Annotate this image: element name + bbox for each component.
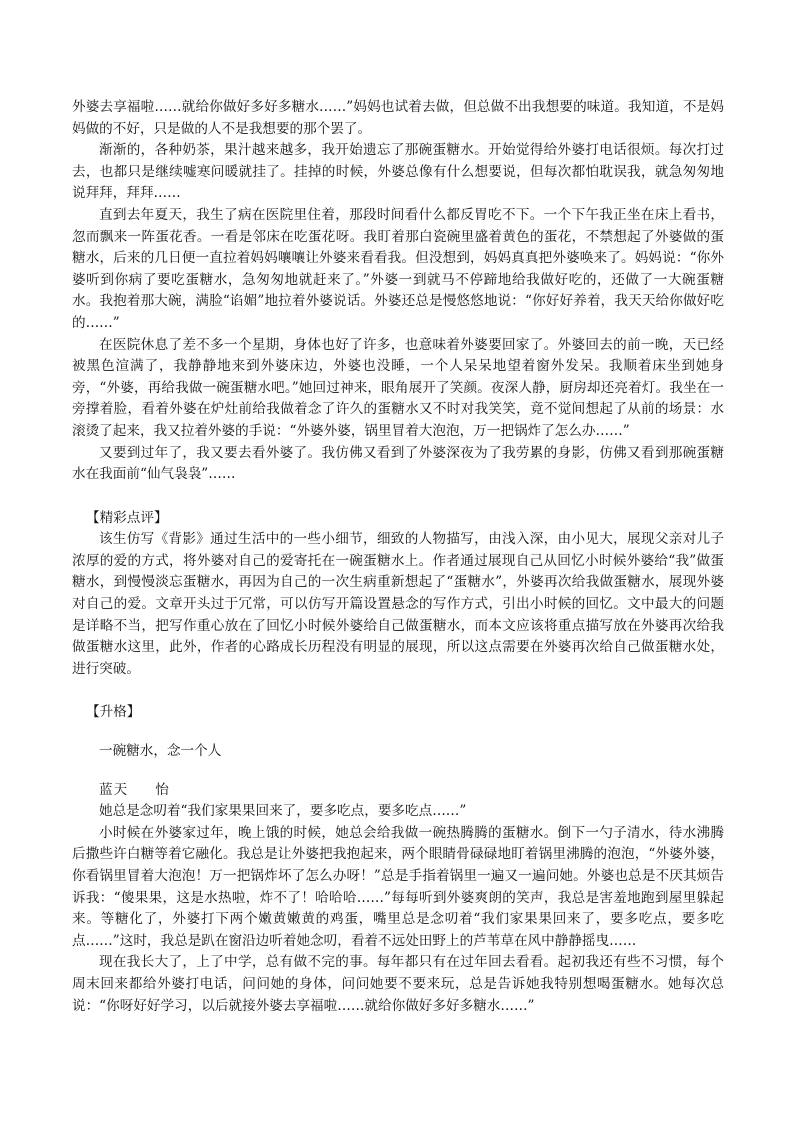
spacer [72, 486, 724, 508]
author-given-name: 怡 [155, 781, 169, 798]
author-surname: 蓝天 [99, 781, 129, 798]
author-byline [72, 780, 724, 802]
essay-paragraph: 在医院休息了差不多一个星期，身体也好了许多，也意味着外婆要回家了。外婆回去的前一晚，天已经被黑色渲满了，我静静地来到外婆床边，外婆也没睡，一个人呆呆地望着窗外发呆。我顺着床坐到她身旁，“外婆，再给我做一碗蛋糖水吧。”她回过神来，眼角展开了笑颜。夜深人静，厨房却还亮着灯。我坐在一旁撑着脸，看着外婆在炉灶前给我做着念了许久的蛋糖水又不时对我笑笑，竟不觉间想起了从前的场景：水滚烫了起来，我又拉着外婆的手说：“外婆外婆，锅里冒着大泡泡，万一把锅炸了怎么办……” [72, 336, 724, 439]
essay-paragraph: 直到去年夏天，我生了病在医院里住着，那段时间看什么都反胃吃不下。一个下午我正坐在床上看书，忽而飘来一阵蛋花香。一看是邻床在吃蛋花呀。我盯着那白瓷碗里盛着黄色的蛋花，不禁想起了外婆做的蛋糖水，后来的几日便一直拉着妈妈嚷嚷让外婆来看看我。但没想到，妈妈真真把外婆唤来了。妈妈说：“你外婆听到你病了要吃蛋糖水，急匆匆地就赶来了。”外婆一到就马不停蹄地给我做好吃的，还做了一大碗蛋糖水。我抱着那大碗，满脸“谄媚”地拉着外婆说话。外婆还总是慢悠悠地说：“你好好养着，我天天给你做好吃的……” [72, 206, 724, 331]
essay-paragraph: 渐渐的，各种奶茶，果汁越来越多，我开始遗忘了那碗蛋糖水。开始觉得给外婆打电话很烦。每次打过去，也都只是继续嘘寒问暖就挂了。挂掉的时候，外婆总像有什么想要说，但每次都怕耽误我，就急匆匆地说拜拜，拜拜…… [72, 142, 724, 202]
spacer [72, 680, 724, 702]
essay-title: 一碗糖水，念一个人 [99, 743, 222, 760]
upgrade-paragraph: 她总是念叨着“我们家果果回来了，要多吃点，要多吃点……” [99, 803, 467, 820]
essay-paragraph: 又要到过年了，我又要去看外婆了。我仿佛又看到了外婆深夜为了我劳累的身影，仿佛又看到那碗蛋糖水在我面前“仙气袅袅”…… [72, 444, 724, 483]
upgrade-heading: 【升格】 [86, 704, 141, 721]
upgrade-paragraph: 现在我长大了，上了中学，总有做不完的事。每年都只有在过年回去看看。起初我还有些不习惯，每个周末回来都给外婆打电话，问问她的身体，问问她要不要来玩，总是告诉她我特别想喝蛋糖水。她每次总说：“你呀好好学习，以后就接外婆去享福啦……就给你做好多好多糖水……” [72, 954, 724, 1014]
spacer [72, 763, 724, 780]
review-heading: 【精彩点评】 [86, 509, 168, 526]
spacer [72, 724, 724, 741]
essay-paragraph: 外婆去享福啦……就给你做好多好多糖水……”妈妈也试着去做，但总做不出我想要的味道。我知道，不是妈妈做的不好，只是做的人不是我想要的那个罢了。 [72, 99, 724, 137]
document-page [72, 97, 724, 1017]
review-paragraph: 该生仿写《背影》通过生活中的一些小细节，细致的人物描写，由浅入深，由小见大，展现父亲对儿子浓厚的爱的方式，将外婆对自己的爱寄托在一碗蛋糖水上。作者通过展现自己从回忆小时候外婆给“我”做蛋糖水，到慢慢淡忘蛋糖水，再因为自己的一次生病重新想起了“蛋糖水”，外婆再次给我做蛋糖水，展现外婆对自己的爱。文章开头过于冗常，可以仿写开篇设置悬念的写作方式，引出小时候的回忆。文中最大的问题是详略不当，把写作重心放在了回忆小时候外婆给自己做蛋糖水，而本文应该将重点描写放在外婆再次给我做蛋糖水这里，此外，作者的心路成长历程没有明显的展现，所以这点需要在外婆再次给自己做蛋糖水处，进行突破。 [72, 531, 724, 677]
upgrade-paragraph: 小时候在外婆家过年，晚上饿的时候，她总会给我做一碗热腾腾的蛋糖水。倒下一勺子清水，待水沸腾后撒些许白糖等着它融化。我总是让外婆把我抱起来，两个眼睛骨碌碌地盯着锅里沸腾的泡泡，“外婆外婆，你看锅里冒着大泡泡！万一把锅炸坏了怎么办呀！”总是手指着锅里一遍又一遍问她。外婆也总是不厌其烦告诉我：“傻果果，这是水热啦，炸不了！哈哈哈……”每每听到外婆爽朗的笑声，我总是害羞地跑到屋里躲起来。等糖化了，外婆打下两个嫩黄嫩黄的鸡蛋，嘴里总是念叨着“我们家果果回来了，要多吃点，要多吃点……”这时，我总是趴在窗沿边听着她念叨，看着不远处田野上的芦苇草在风中静静摇曳…… [72, 824, 724, 949]
